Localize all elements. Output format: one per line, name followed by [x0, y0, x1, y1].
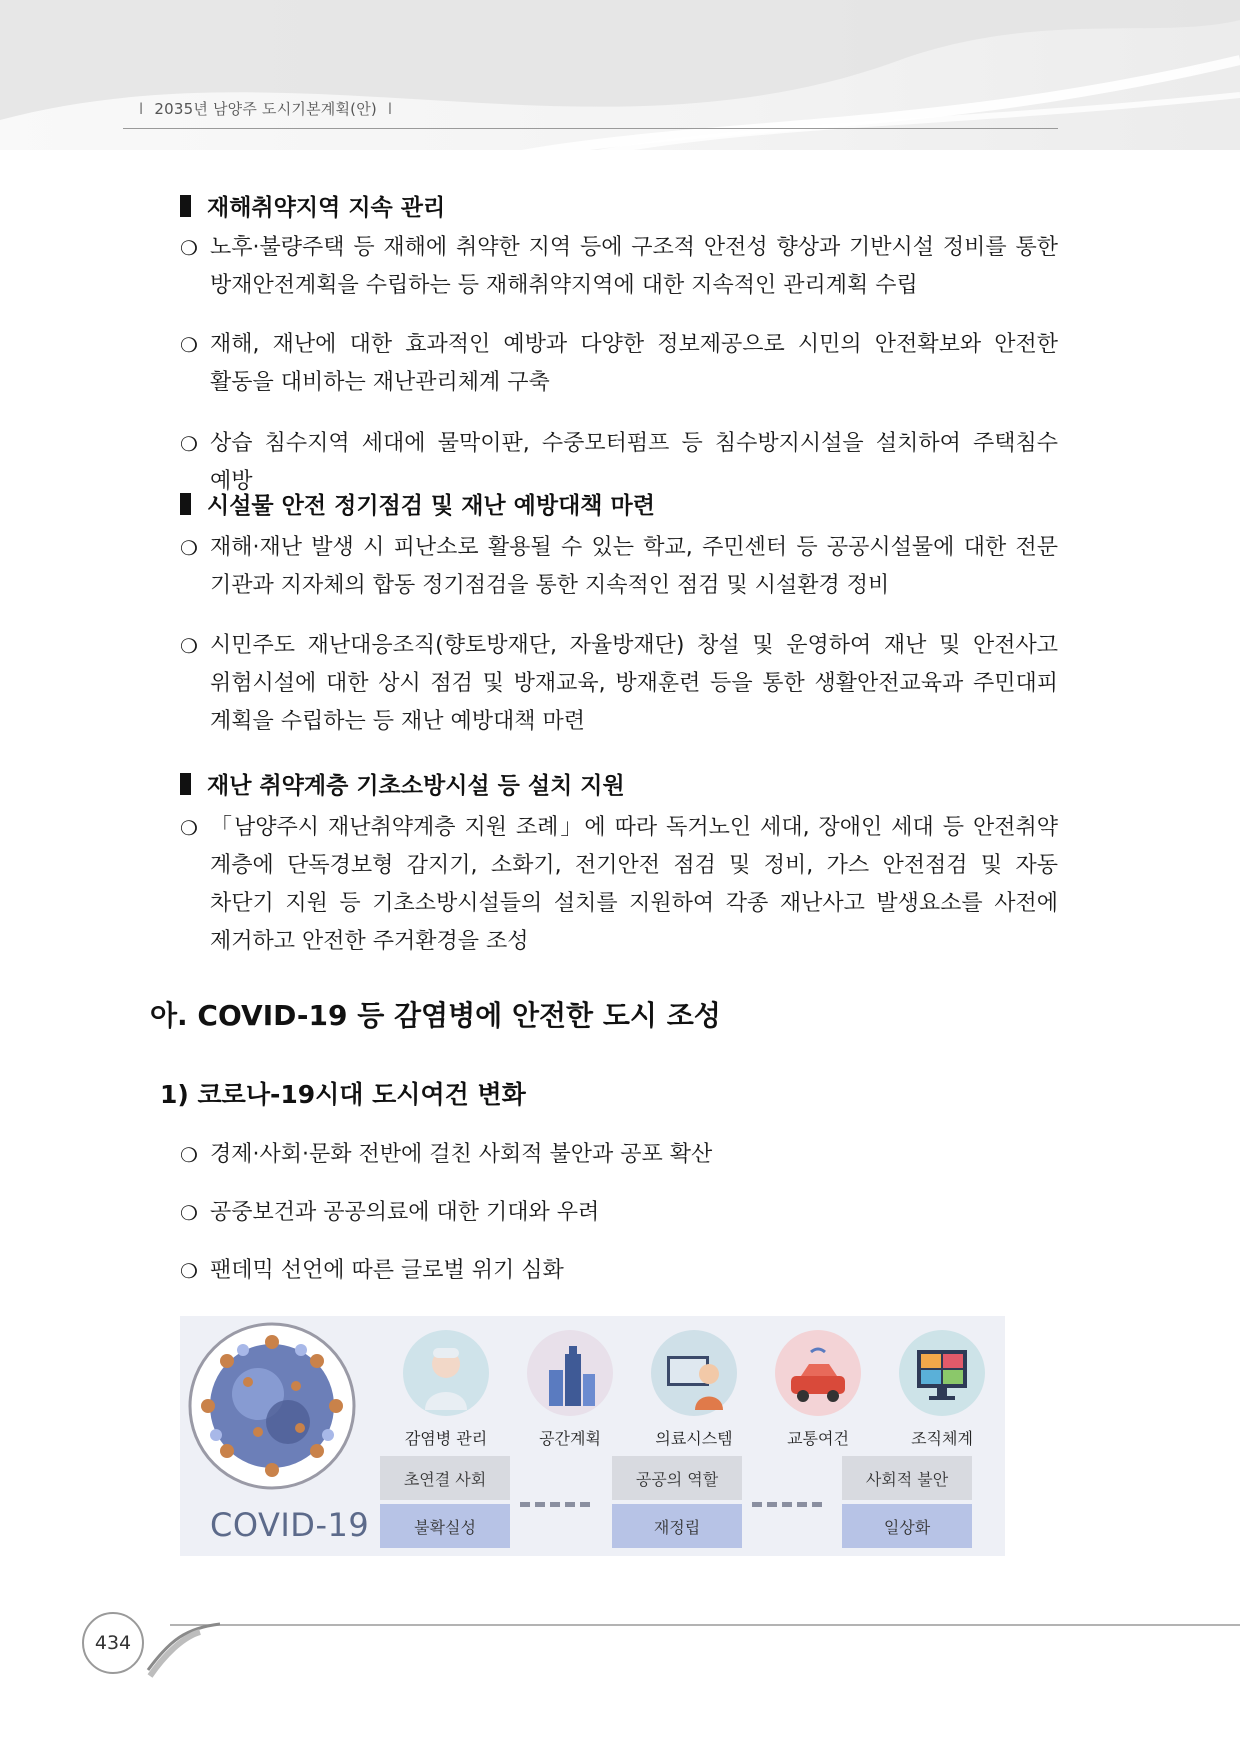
circle-bullet-icon: ❍	[180, 1259, 198, 1283]
medical-worker-icon	[403, 1330, 489, 1416]
video-meeting-icon	[899, 1330, 985, 1416]
bullet-item: ❍ 시민주도 재난대응조직(향토방재단, 자율방재단) 창설 및 운영하여 재난 및 안전사고 위험시설에 대한 상시 점검 및 방재교육, 방재훈련 등을 통한 생활안전교육과 주민대피 계획을 수립하는 등 재난 예방대책 마련	[180, 627, 1058, 741]
header-rule	[123, 128, 1058, 129]
heading-square-marker	[180, 195, 191, 217]
header-bar-right: l	[387, 100, 393, 118]
change-keyword-bottom: 불확실성	[380, 1504, 510, 1548]
circle-bullet-icon: ❍	[180, 236, 198, 260]
bullet-item: ❍ 「남양주시 재난취약계층 지원 조례」에 따라 독거노인 세대, 장애인 세대 등 안전취약 계층에 단독경보형 감지기, 소화기, 전기안전 점검 및 정비, 가스 안전점검 및 자동 차단기 지원 등 기초소방시설들의 설치를 지원하여 각종 재난사고 발생요소를 사전에 제거하고 안전한 주거환경을 조성	[180, 809, 1058, 961]
circle-bullet-icon: ❍	[180, 816, 198, 840]
header-bar-left: l	[139, 100, 144, 118]
covid-infographic	[180, 1316, 1005, 1556]
icon-label: 의료시스템	[655, 1429, 733, 1448]
section-heading: 재난 취약계층 기초소방시설 등 설치 지원	[180, 767, 625, 800]
chapter-title: 아. COVID-19 등 감염병에 안전한 도시 조성	[150, 999, 721, 1032]
dashed-connector	[752, 1502, 822, 1511]
change-keyword-top: 사회적 불안	[842, 1456, 972, 1500]
coronavirus-image-icon	[188, 1322, 356, 1490]
section-heading: 재해취약지역 지속 관리	[180, 189, 445, 222]
circle-bullet-icon: ❍	[180, 432, 198, 456]
icon-label: 교통여건	[787, 1429, 849, 1448]
header-wave-decoration	[0, 0, 1240, 190]
bullet-item: ❍ 공중보건과 공공의료에 대한 기대와 우려	[180, 1194, 1058, 1232]
bullet-item: ❍ 팬데믹 선언에 따른 글로벌 위기 심화	[180, 1252, 1058, 1290]
circle-bullet-icon: ❍	[180, 536, 198, 560]
icon-label: 조직체계	[911, 1429, 973, 1448]
circle-bullet-icon: ❍	[180, 333, 198, 357]
heading-square-marker	[180, 773, 191, 795]
bullet-item: ❍ 재해·재난 발생 시 피난소로 활용될 수 있는 학교, 주민센터 등 공공시설물에 대한 전문 기관과 지자체의 합동 정기점검을 통한 지속적인 점검 및 시설환경 정비	[180, 529, 1058, 605]
city-buildings-icon	[527, 1330, 613, 1416]
circle-bullet-icon: ❍	[180, 1201, 198, 1225]
dashed-connector	[520, 1502, 590, 1511]
change-keyword-top: 공공의 역할	[612, 1456, 742, 1500]
page-number: 434	[82, 1612, 144, 1674]
section-heading: 시설물 안전 정기점검 및 재난 예방대책 마련	[180, 487, 655, 520]
footer-swoosh-decoration	[0, 1580, 1240, 1755]
telemedicine-icon	[651, 1330, 737, 1416]
icon-label: 감염병 관리	[404, 1429, 488, 1448]
icon-label: 공간계획	[539, 1429, 601, 1448]
subsection-title: 1) 코로나-19시대 도시여건 변화	[160, 1080, 526, 1109]
bullet-item: ❍ 경제·사회·문화 전반에 걸친 사회적 불안과 공포 확산	[180, 1136, 1058, 1174]
change-keyword-top: 초연결 사회	[380, 1456, 510, 1500]
circle-bullet-icon: ❍	[180, 1143, 198, 1167]
circle-bullet-icon: ❍	[180, 634, 198, 658]
bullet-item: ❍ 노후·불량주택 등 재해에 취약한 지역 등에 구조적 안전성 향상과 기반시설 정비를 통한 방재안전계획을 수립하는 등 재해취약지역에 대한 지속적인 관리계획 수립	[180, 229, 1058, 305]
running-title: 2035년 남양주 도시기본계획(안)	[154, 100, 377, 118]
bullet-item: ❍ 재해, 재난에 대한 효과적인 예방과 다양한 정보제공으로 시민의 안전확보와 안전한 활동을 대비하는 재난관리체계 구축	[180, 326, 1058, 402]
change-keyword-bottom: 재정립	[612, 1504, 742, 1548]
bullet-item: ❍ 상습 침수지역 세대에 물막이판, 수중모터펌프 등 침수방지시설을 설치하여 주택침수 예방	[180, 425, 1058, 501]
change-keyword-bottom: 일상화	[842, 1504, 972, 1548]
car-icon	[775, 1330, 861, 1416]
running-header	[133, 98, 398, 119]
covid-label: COVID-19	[210, 1506, 370, 1544]
heading-square-marker	[180, 493, 191, 515]
